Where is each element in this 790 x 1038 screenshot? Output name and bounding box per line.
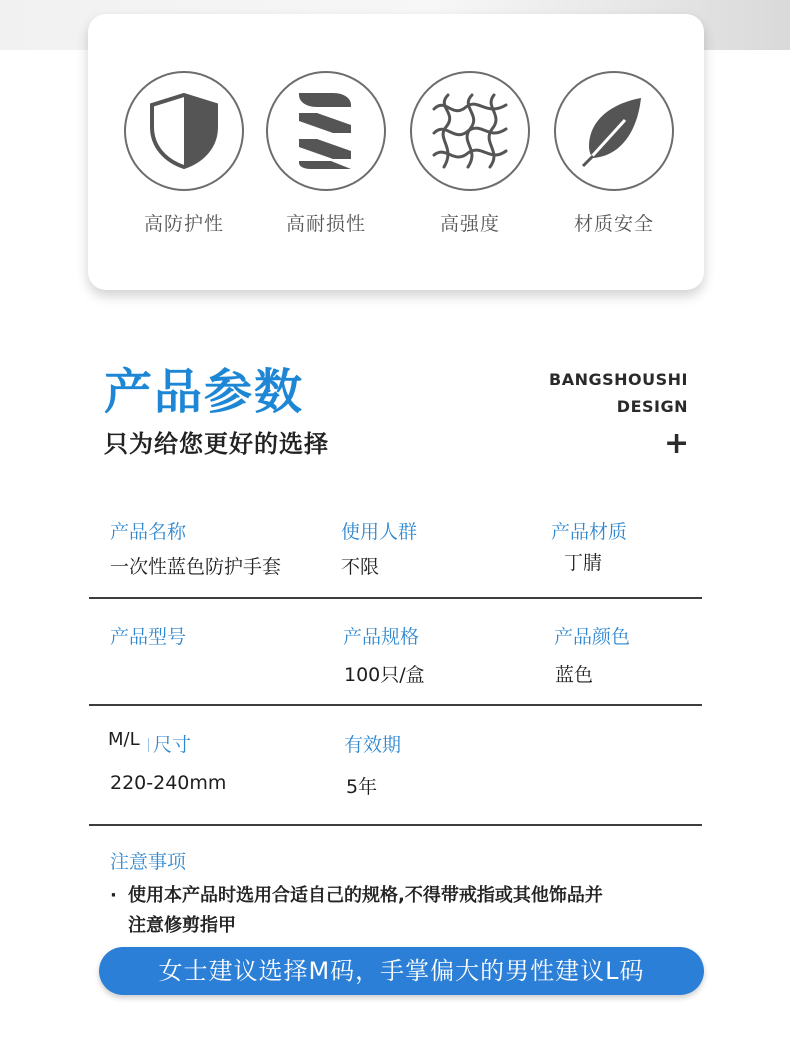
param-key-color: 产品颜色	[554, 626, 631, 648]
param-value-users: 不限	[341, 556, 380, 578]
param-key-model: 产品型号	[110, 626, 187, 648]
param-key-size: 尺寸	[153, 734, 192, 756]
stripes-icon	[291, 89, 361, 173]
param-key-material: 产品材质	[551, 521, 628, 543]
param-size-prefix: M/L	[108, 729, 140, 750]
section-subtitle: 只为给您更好的选择	[104, 430, 329, 458]
feature-durability	[264, 71, 388, 236]
param-value-spec: 100只/盒	[344, 664, 425, 686]
feature-label: 高防护性	[143, 213, 224, 235]
feature-circle	[554, 71, 674, 191]
notice-line-text: 使用本产品时选用合适自己的规格,不得带戒指或其他饰品并	[128, 885, 603, 906]
section-title: 产品参数	[104, 364, 305, 420]
feature-material-safety	[552, 71, 676, 236]
param-key-spec: 产品规格	[343, 626, 420, 648]
feature-strength	[408, 71, 532, 236]
mesh-icon	[428, 89, 512, 173]
param-key-name: 产品名称	[110, 521, 187, 543]
param-value-color: 蓝色	[555, 664, 594, 686]
feature-label: 高强度	[439, 213, 500, 235]
brand-block	[549, 366, 688, 420]
brand-line: DESIGN	[616, 397, 688, 416]
notice-title: 注意事项	[110, 851, 187, 873]
notice-line	[110, 881, 700, 911]
cursor-mark	[148, 738, 149, 752]
param-key-validity: 有效期	[344, 734, 402, 756]
feature-circle	[124, 71, 244, 191]
feature-card	[88, 14, 704, 290]
divider	[89, 704, 702, 706]
feature-label: 高耐损性	[285, 213, 366, 235]
leaf-icon	[579, 94, 649, 168]
feature-protection	[122, 71, 246, 236]
shield-icon	[146, 91, 222, 171]
param-value-validity: 5年	[346, 776, 378, 798]
param-key-users: 使用人群	[341, 521, 418, 543]
param-value-name: 一次性蓝色防护手套	[110, 556, 282, 578]
notice-line	[110, 911, 700, 941]
size-recommendation-banner: 女士建议选择M码，手掌偏大的男性建议L码	[99, 947, 704, 995]
param-value-size: 220-240mm	[110, 772, 227, 794]
brand-line: BANGSHOUSHI	[549, 370, 688, 389]
bullet: ·	[110, 885, 117, 906]
divider	[89, 824, 702, 826]
divider	[89, 597, 702, 599]
param-value-material: 丁腈	[564, 552, 603, 574]
notice-text	[110, 881, 700, 941]
feature-circle	[266, 71, 386, 191]
feature-circle	[410, 71, 530, 191]
plus-icon: +	[664, 426, 690, 461]
notice-line-text: 注意修剪指甲	[128, 915, 236, 936]
feature-label: 材质安全	[573, 213, 654, 235]
